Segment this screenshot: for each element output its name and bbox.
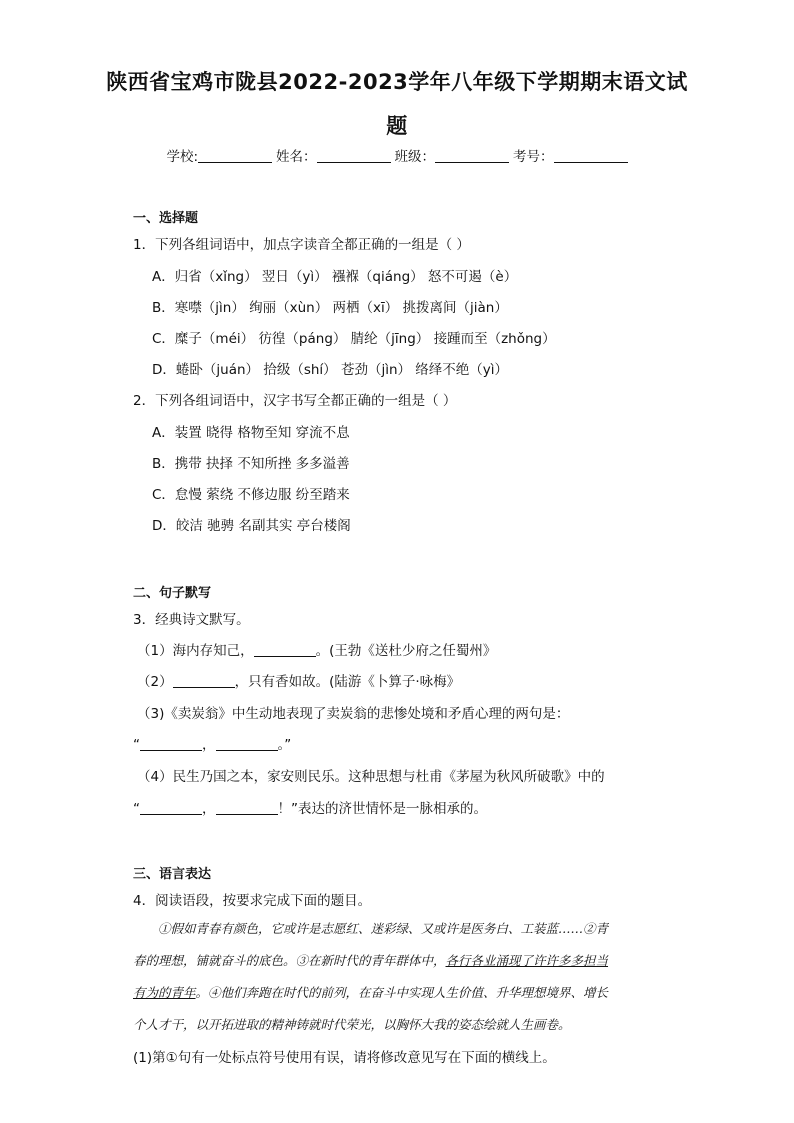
- passage-line-1: ①假如青春有颜色，它或许是志愿红、迷彩绿、又或许是医务白、工装蓝……②青: [158, 921, 609, 936]
- q3-sub4: （4）民生乃国之本，家安则民乐。这种思想与杜甫《茅屋为秋风所破歌》中的: [137, 769, 605, 785]
- q3-sub2: [137, 670, 460, 690]
- passage-text: 春的理想，铺就奋斗的底色。③在新时代的青年群体中，: [133, 953, 446, 968]
- exam-title-line1: 陕西省宝鸡市陇县2022-2023学年八年级下学期期末语文试: [106, 70, 688, 94]
- name-blank[interactable]: [317, 148, 391, 163]
- q4-passage: [133, 913, 663, 1041]
- q4-stem: 4．阅读语段，按要求完成下面的题目。: [133, 893, 372, 909]
- q3-sub1-suffix: 。(王勃《送杜少府之任蜀州》: [315, 643, 497, 659]
- school-blank[interactable]: [198, 148, 272, 163]
- school-label: 学校:: [166, 149, 199, 165]
- passage-underlined: 有为的青年: [133, 985, 196, 1000]
- section-heading-expression: 三、语言表达: [133, 867, 212, 882]
- q3-sub3-answer-line: [133, 733, 291, 753]
- passage-line-2: [133, 945, 663, 977]
- class-label: 班级：: [394, 149, 436, 165]
- passage-line-4: 个人才干，以开拓进取的精神铸就时代荣光，以胸怀大我的姿态绘就人生画卷。: [133, 1017, 571, 1032]
- open-quote: “: [133, 737, 140, 753]
- q2-option-b[interactable]: B．携带 抉择 不知所挫 多多溢善: [152, 456, 350, 472]
- q3-sub2-blank[interactable]: [173, 674, 235, 688]
- q1-option-b[interactable]: B．寒噤（jìn） 绚丽（xùn） 两栖（xī） 挑拨离间（jiàn）: [152, 300, 508, 316]
- id-label: 考号：: [513, 149, 554, 165]
- q3-sub1-prefix: （1）海内存知己，: [137, 643, 254, 659]
- q3-sub3-blank1[interactable]: [140, 737, 202, 751]
- q3-sub3-blank2[interactable]: [216, 737, 278, 751]
- q3-sub1: [137, 639, 496, 659]
- q1-stem: 1．下列各组词语中，加点字读音全都正确的一组是（ ）: [133, 237, 470, 253]
- q2-option-a[interactable]: A．装置 晓得 格物至知 穿流不息: [152, 425, 350, 441]
- q3-sub4-answer-line: [133, 797, 487, 817]
- name-label: 姓名：: [276, 149, 317, 165]
- comma: ，: [202, 737, 216, 753]
- q1-option-c[interactable]: C．糜子（méi） 彷徨（páng） 腈纶（jīng） 接踵而至（zhǒng）: [152, 331, 556, 347]
- q3-sub1-blank[interactable]: [254, 643, 316, 657]
- q3-sub3: （3)《卖炭翁》中生动地表现了卖炭翁的悲惨处境和矛盾心理的两句是：: [137, 706, 570, 722]
- q3-sub2-prefix: （2）: [137, 674, 173, 690]
- q3-sub4-blank1[interactable]: [140, 801, 202, 815]
- q2-option-c[interactable]: C．怠慢 萦绕 不修边服 纷至踏来: [152, 487, 350, 503]
- open-quote: “: [133, 801, 140, 817]
- q3-sub2-suffix: ，只有香如故。(陆游《卜算子·咏梅》: [234, 674, 461, 690]
- id-blank[interactable]: [554, 148, 628, 163]
- passage-line-3: [133, 977, 663, 1009]
- close-quote: 。”: [277, 737, 292, 753]
- q1-option-a[interactable]: A．归省（xǐng） 翌日（yì） 襁褓（qiáng） 怒不可遏（è）: [152, 269, 518, 285]
- class-blank[interactable]: [435, 148, 509, 163]
- q1-option-d[interactable]: D．蜷卧（juán） 拾级（shí） 苍劲（jìn） 络绎不绝（yì）: [152, 362, 509, 378]
- exam-title-line2: 题: [386, 114, 408, 138]
- passage-underlined: 各行各业涌现了许许多多担当: [445, 953, 609, 968]
- section-heading-recitation: 二、句子默写: [133, 586, 212, 601]
- q3-sub4-suffix: ！”表达的济世情怀是一脉相承的。: [277, 801, 487, 817]
- student-info-row: [0, 145, 794, 165]
- q2-stem: 2．下列各组词语中，汉字书写全都正确的一组是（ ）: [133, 393, 457, 409]
- q3-stem: 3．经典诗文默写。: [133, 612, 250, 628]
- comma: ，: [202, 801, 216, 817]
- section-heading-choice: 一、选择题: [133, 211, 199, 226]
- q2-option-d[interactable]: D．皎洁 驰骋 名副其实 亭台楼阁: [152, 518, 351, 534]
- q4-sub1: (1)第①句有一处标点符号使用有误，请将修改意见写在下面的横线上。: [133, 1050, 556, 1066]
- q3-sub4-blank2[interactable]: [216, 801, 278, 815]
- passage-text: 。④他们奔跑在时代的前列，在奋斗中实现人生价值、升华理想境界、增长: [195, 985, 609, 1000]
